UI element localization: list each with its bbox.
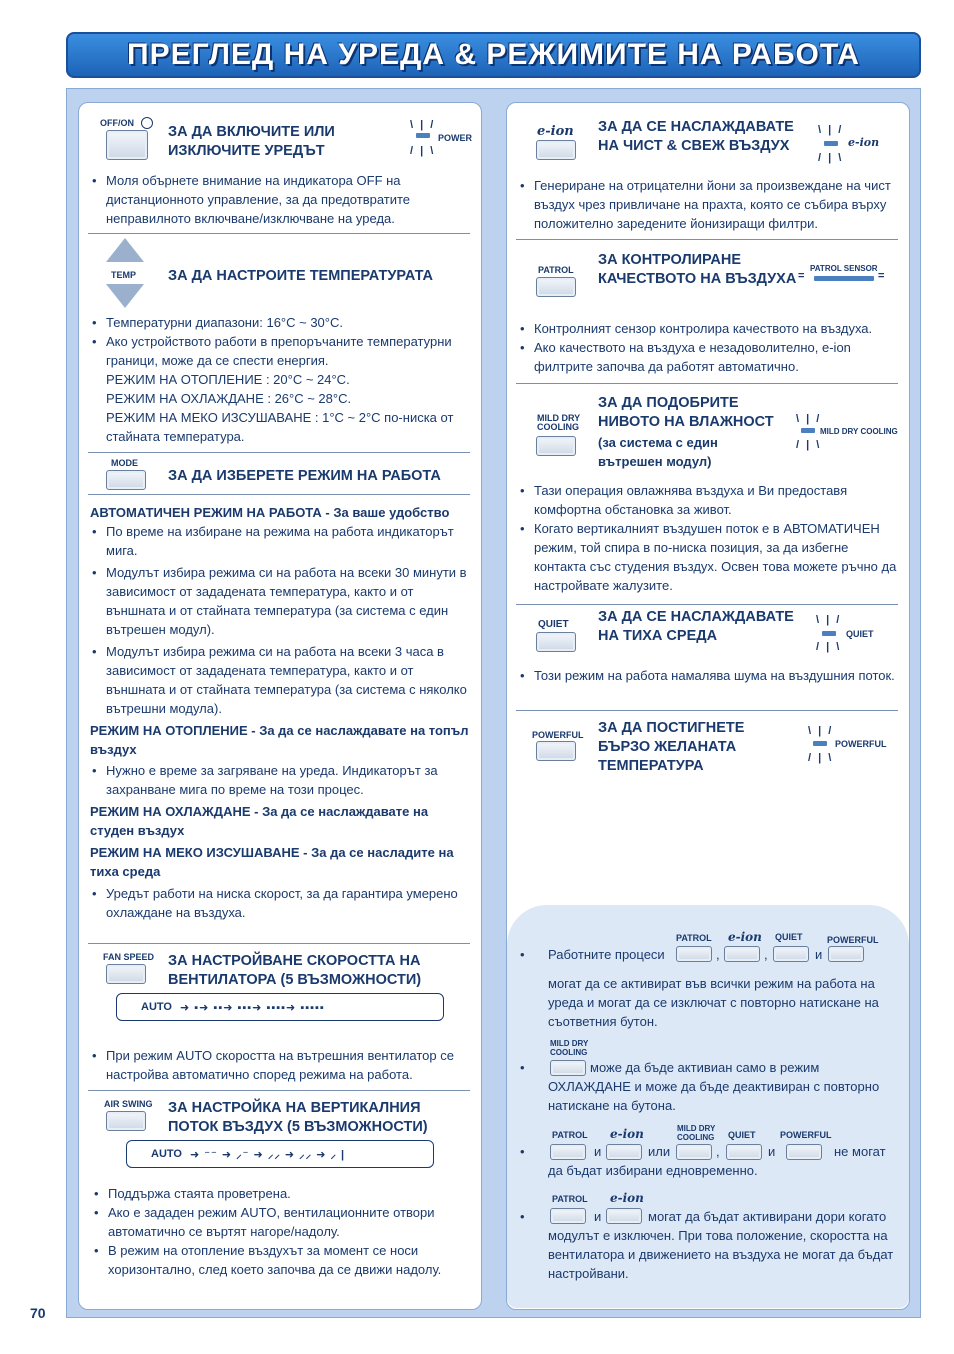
list-item: • При режим AUTO скоростта на вътрешния вентилатор се настройва автоматично според режима на работа. bbox=[90, 1046, 475, 1084]
mild-dry-cooling-button[interactable] bbox=[536, 436, 576, 456]
mode-heading: ЗА ДА ИЗБЕРЕТЕ РЕЖИМ НА РАБОТА bbox=[168, 468, 441, 484]
note-eion-label: e-ion bbox=[728, 930, 762, 944]
note1-comma: , bbox=[716, 947, 720, 962]
mode-text bbox=[90, 503, 475, 922]
divider bbox=[516, 239, 898, 240]
note2-text: може да бъде активиан само в режим ОХЛАЖДАНЕ и може да бъде деактивиран с повторно натискане на бутона. bbox=[548, 1060, 880, 1113]
eion-heading: ЗА ДА СЕ НАСЛАЖДАВАТЕ НА ЧИСТ & СВЕЖ ВЪЗДУХ bbox=[598, 119, 794, 154]
mild-dry-button-label bbox=[537, 414, 580, 432]
mild-subheading: (за система с един вътрешен модул) bbox=[598, 435, 718, 469]
note-mild-line2: COOLING bbox=[550, 1048, 588, 1057]
patrol-heading: ЗА КОНТРОЛИРАНЕ КАЧЕСТВОТО НА ВЪЗДУХА bbox=[598, 252, 797, 287]
list-item: • Когато вертикалният въздушен поток е в АВТОМАТИЧЕН режим, той спира в по-ниска позиция, за да избегне контакта със студения въздух. Освен това можете ръчно да настройвате жалузите. bbox=[518, 519, 898, 595]
patrol-text bbox=[518, 319, 898, 376]
temp-heading: ЗА ДА НАСТРОИТЕ ТЕМПЕРАТУРАТА bbox=[168, 268, 433, 284]
list-item: • Ако устройството работи в препоръчаните температурни граници, може да се спести енергия. bbox=[90, 332, 475, 370]
powerful-lamp-icon bbox=[813, 741, 827, 746]
swing-auto-label: AUTO bbox=[151, 1148, 182, 1160]
mode-button-label: MODE bbox=[111, 458, 138, 468]
divider bbox=[88, 452, 470, 453]
temp-cool-range: РЕЖИМ НА ОХЛАЖДАНЕ : 26°C ~ 28°C. bbox=[106, 391, 352, 406]
quiet-text bbox=[518, 666, 898, 685]
note3-and2: и bbox=[768, 1144, 776, 1159]
list-item: • Генериране на отрицателни йони за произвеждане на чист въздух чрез привличане на прахта, която се събира върху положително заредените йонизиращи филтри. bbox=[518, 176, 898, 233]
powerful-button-label: POWERFUL bbox=[532, 730, 584, 740]
heat-mode-title: РЕЖИМ НА ОТОПЛЕНИЕ - За да се наслаждавате на топъл въздух bbox=[90, 723, 469, 757]
list-item: • Работните процеси bbox=[518, 945, 678, 964]
eion-indicator-label: e-ion bbox=[848, 136, 880, 149]
temp-dry-range: РЕЖИМ НА МЕКО ИЗСУШАВАНЕ : 1°C ~ 2°C по-ниска от стайната температура. bbox=[106, 410, 454, 444]
eion-text bbox=[518, 176, 898, 233]
temp-down-arrow-icon[interactable] bbox=[106, 284, 144, 308]
mild-heading: ЗА ДА ПОДОБРИТЕ НИВОТО НА ВЛАЖНОСТ bbox=[598, 395, 774, 430]
fan-heading: ЗА НАСТРОЙВАНЕ СКОРОСТТА НА ВЕНТИЛАТОРА (5 ВЪЗМОЖНОСТИ) bbox=[168, 953, 422, 988]
temp-heat-range: РЕЖИМ НА ОТОПЛЕНИЕ : 20°C ~ 24°C. bbox=[106, 372, 350, 387]
list-item: • Модулът избира режима си на работа на всеки 30 минути в зависимост от зададената температура, както и от външната и от стайната температура (за система с един вътрешен модул). bbox=[90, 563, 475, 639]
blink-rays-icon: \ | / bbox=[796, 413, 822, 425]
swing-positions-icon: ➜ ⁻⁻ ➜ ⸝⁻ ➜ ⸝⸝ ➜ ⸝⸝ ➜ ⸝ | bbox=[189, 1148, 346, 1161]
offon-button-label: OFF/ON bbox=[100, 118, 134, 128]
blink-rays-icon: / | \ bbox=[410, 145, 436, 157]
list-item: • Този режим на работа намалява шума на въздушния поток. bbox=[518, 666, 898, 685]
note-quiet-button-icon bbox=[773, 946, 809, 962]
offon-text bbox=[90, 171, 470, 228]
note-patrol-button-icon bbox=[676, 946, 712, 962]
air-swing-sequence bbox=[126, 1140, 434, 1168]
mode-button[interactable] bbox=[106, 470, 146, 490]
page-title-bar bbox=[66, 32, 921, 78]
note-mild-dry-label bbox=[550, 1039, 588, 1057]
power-symbol-icon bbox=[141, 117, 153, 129]
mild-dry-label-line1: MILD DRY bbox=[537, 413, 581, 423]
fan-speed-button[interactable] bbox=[106, 964, 146, 984]
blink-rays-icon: = bbox=[798, 270, 807, 282]
eion-lamp-icon bbox=[824, 141, 838, 146]
power-lamp-icon bbox=[416, 133, 430, 138]
blink-rays-icon: \ | / bbox=[410, 119, 436, 131]
dry-mode-title: РЕЖИМ НА МЕКО ИЗСУШАВАНЕ - За да се насладите на тиха среда bbox=[90, 845, 454, 879]
divider bbox=[516, 604, 898, 605]
note-patrol-label: PATROL bbox=[676, 933, 712, 943]
offon-heading: ЗА ДА ВКЛЮЧИТЕ ИЛИ ИЗКЛЮЧИТЕ УРЕДЪТ bbox=[168, 124, 335, 159]
temp-button-label: TEMP bbox=[111, 270, 137, 280]
fan-speed-button-label: FAN SPEED bbox=[103, 952, 155, 962]
quiet-button[interactable] bbox=[536, 632, 576, 652]
power-indicator-label: POWER bbox=[438, 133, 473, 143]
eion-button-label: e-ion bbox=[537, 124, 574, 139]
patrol-sensor-lamp-icon bbox=[814, 276, 874, 281]
quiet-button-label: QUIET bbox=[538, 619, 569, 630]
blink-rays-icon: \ | / bbox=[818, 124, 844, 136]
powerful-heading: ЗА ДА ПОСТИГНЕТЕ БЪРЗО ЖЕЛАНАТА ТЕМПЕРАТУРА bbox=[598, 720, 745, 774]
note-eion-button-icon bbox=[724, 946, 760, 962]
list-item: • Контролният сензор контролира качеството на въздуха. bbox=[518, 319, 898, 338]
note3-and: и bbox=[594, 1144, 602, 1159]
note-quiet-label: QUIET bbox=[775, 932, 803, 942]
patrol-indicator-label: PATROL SENSOR bbox=[810, 264, 878, 273]
offon-button[interactable] bbox=[106, 130, 148, 160]
divider bbox=[516, 383, 898, 384]
blink-rays-icon: \ | / bbox=[816, 614, 842, 626]
blink-rays-icon: / | \ bbox=[796, 439, 822, 451]
list-item: • Моля обърнете внимание на индикатора OFF на дистанционното управление, за да предотвратите неправилното включване/изключване на уреда. bbox=[90, 171, 470, 228]
quiet-lamp-icon bbox=[822, 631, 836, 636]
patrol-button[interactable] bbox=[536, 277, 576, 297]
note3-mild-line1: MILD DRY bbox=[677, 1124, 716, 1133]
blink-rays-icon: / | \ bbox=[808, 752, 834, 764]
swing-heading: ЗА НАСТРОЙКА НА ВЕРТИКАЛНИЯ ПОТОК ВЪЗДУХ (5 ВЪЗМОЖНОСТИ) bbox=[168, 1100, 428, 1135]
quiet-heading: ЗА ДА СЕ НАСЛАЖДАВАТЕ НА ТИХА СРЕДА bbox=[598, 609, 794, 644]
note3-mild-label bbox=[677, 1124, 715, 1142]
air-swing-button[interactable] bbox=[106, 1111, 146, 1131]
list-item: • Ако е зададен режим AUTO, вентилационните отвори автоматично се въртят нагоре/надолу. bbox=[92, 1203, 477, 1241]
note1-text: могат да се активират във всички режим на работа на уреда и могат да се изключат с повторно натискане на съответния бутон. bbox=[548, 976, 879, 1029]
divider bbox=[516, 710, 898, 711]
blink-rays-icon: \ | / bbox=[808, 725, 834, 737]
note3-quiet-label: QUIET bbox=[728, 1130, 756, 1140]
note4-eion-label: e-ion bbox=[610, 1191, 644, 1205]
temp-text bbox=[90, 313, 475, 446]
list-item: • По време на избиране на режима на работа индикаторът мига. bbox=[90, 522, 475, 560]
note3-powerful-label: POWERFUL bbox=[780, 1130, 832, 1140]
list-item: • Тази операция овлажнява въздуха и Ви предоставя комфортна обстановка за живот. bbox=[518, 481, 898, 519]
list-item: • Модулът избира режима си на работа на всеки 3 часа в зависимост от зададената температура, както и от външната и от стайната температура (за система с няколко вътрешни модула). bbox=[90, 642, 475, 718]
divider bbox=[88, 943, 470, 944]
note1-lead bbox=[518, 945, 678, 964]
note1-and: и bbox=[815, 947, 823, 962]
swing-text bbox=[92, 1184, 477, 1279]
blink-rays-icon: / | \ bbox=[816, 641, 842, 653]
note3-tail: не могат да бъдат избирани едновременно. bbox=[548, 1144, 886, 1178]
auto-mode-title: АВТОМАТИЧЕН РЕЖИМ НА РАБОТА - За ваше удобство bbox=[90, 505, 450, 520]
page-number: 70 bbox=[30, 1305, 46, 1321]
list-item: • Уредът работи на ниска скорост, за да гарантира умерено охлаждане на въздуха. bbox=[90, 884, 475, 922]
mild-text bbox=[518, 481, 898, 595]
divider bbox=[88, 494, 470, 495]
quiet-indicator-label: QUIET bbox=[846, 629, 874, 639]
note1-comma-2: , bbox=[764, 947, 768, 962]
fan-speed-steps-icon: ➜ ▪➜ ▪▪➜ ▪▪▪➜ ▪▪▪▪➜ ▪▪▪▪▪ bbox=[179, 1001, 325, 1014]
list-item: • Нужно е време за загряване на уреда. Индикаторът за захранване мига по време на този процес. bbox=[90, 761, 475, 799]
list-item: • Ако качеството на въздуха е незадоволително, e-ion филтрите започва да работят автоматично. bbox=[518, 338, 898, 376]
page-title: ПРЕГЛЕД НА УРЕДА & РЕЖИМИТЕ НА РАБОТА bbox=[127, 38, 860, 71]
eion-button[interactable] bbox=[536, 140, 576, 160]
divider bbox=[88, 1090, 470, 1091]
list-item: • В режим на отопление въздухът за момент се носи хоризонтално, след което започва да се движи надолу. bbox=[92, 1241, 477, 1279]
powerful-indicator-label: POWERFUL bbox=[835, 739, 887, 749]
note3-comma: , bbox=[716, 1144, 720, 1159]
patrol-button-label: PATROL bbox=[538, 265, 574, 275]
note4-and: и bbox=[594, 1209, 602, 1224]
list-item: • Поддържа стаята проветрена. bbox=[92, 1184, 477, 1203]
mild-dry-indicator-label: MILD DRY COOLING bbox=[820, 427, 898, 436]
temp-up-arrow-icon[interactable] bbox=[106, 238, 144, 262]
note3-eion-label: e-ion bbox=[610, 1127, 644, 1141]
fan-auto-label: AUTO bbox=[141, 1001, 172, 1013]
list-item: • Температурни диапазони: 16°C ~ 30°C. bbox=[90, 313, 475, 332]
mild-dry-label-line2: COOLING bbox=[537, 422, 579, 432]
air-swing-button-label: AIR SWING bbox=[104, 1099, 153, 1109]
mild-dry-lamp-icon bbox=[801, 428, 815, 433]
note3-mild-line2: COOLING bbox=[677, 1133, 715, 1142]
note4-text: могат да бъдат активирани дори когато модулът е изключен. При това положение, скоростта на вентилатора и движението на въздуха не могат да бъдат настройвани. bbox=[548, 1209, 894, 1281]
note-powerful-button-icon bbox=[828, 946, 864, 962]
note3-patrol-label: PATROL bbox=[552, 1130, 588, 1140]
fan-text bbox=[90, 1046, 475, 1084]
fan-speed-sequence bbox=[116, 993, 444, 1021]
blink-rays-icon: / | \ bbox=[818, 152, 844, 164]
note3-or: или bbox=[648, 1144, 671, 1159]
cool-mode-title: РЕЖИМ НА ОХЛАЖДАНЕ - За да се наслаждавате на студен въздух bbox=[90, 804, 429, 838]
powerful-button[interactable] bbox=[536, 741, 576, 761]
note4-patrol-label: PATROL bbox=[552, 1194, 588, 1204]
note-powerful-label: POWERFUL bbox=[827, 935, 879, 945]
note-mild-line1: MILD DRY bbox=[550, 1039, 589, 1048]
blink-rays-icon: = bbox=[878, 270, 887, 282]
divider bbox=[88, 233, 470, 234]
